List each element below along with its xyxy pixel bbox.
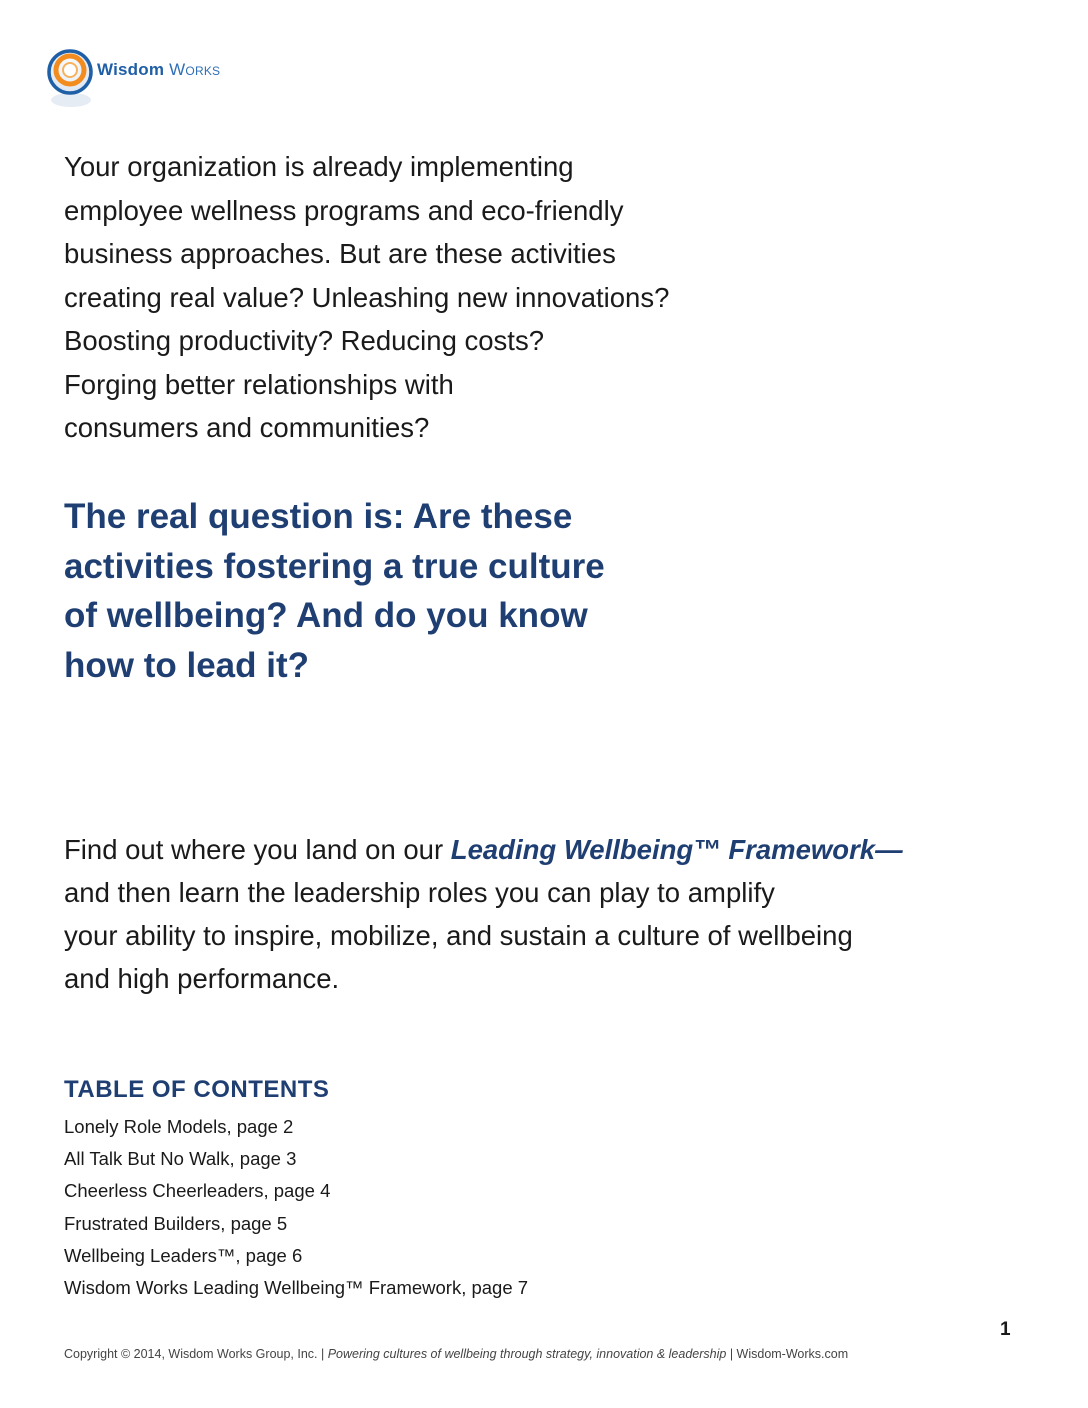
intro-line: creating real value? Unleashing new innovations?: [64, 281, 670, 313]
footer-tagline: Powering cultures of wellbeing through strategy, innovation & leadership: [327, 1347, 727, 1361]
intro-paragraph: [64, 145, 764, 450]
logo-wordmark: Wisdom Works: [97, 60, 221, 79]
footer: [64, 1347, 848, 1361]
toc-item[interactable]: All Talk But No Walk, page 3: [64, 1148, 297, 1170]
intro-line: business approaches. But are these activities: [64, 238, 616, 269]
footer-copyright: Copyright © 2014, Wisdom Works Group, Inc. |: [64, 1347, 328, 1361]
framework-paragraph: [64, 828, 1024, 1000]
key-question-heading: [64, 492, 764, 690]
question-line: The real question is: Are these: [64, 497, 573, 536]
footer-website[interactable]: | Wisdom-Works.com: [726, 1347, 849, 1361]
logo-ring-icon: [44, 40, 96, 120]
toc-item[interactable]: Wellbeing Leaders™, page 6: [64, 1244, 303, 1266]
intro-line: Boosting productivity? Reducing costs?: [64, 325, 544, 356]
intro-line: Forging better relationships with: [64, 368, 454, 400]
question-line: how to lead it?: [64, 645, 309, 685]
toc-item[interactable]: Wisdom Works Leading Wellbeing™ Framework, page 7: [64, 1277, 529, 1299]
toc-item[interactable]: Cheerless Cheerleaders, page 4: [64, 1180, 331, 1202]
framework-line-2: and then learn the leadership roles you can play to amplify: [64, 877, 775, 908]
framework-name: Leading Wellbeing™ Framework—: [450, 834, 903, 865]
framework-line-4: and high performance.: [64, 963, 340, 994]
toc-title: TABLE OF CONTENTS: [64, 1076, 330, 1103]
intro-line: Your organization is already implementing: [64, 151, 574, 182]
toc-item[interactable]: Lonely Role Models, page 2: [64, 1116, 294, 1137]
toc-item[interactable]: Frustrated Builders, page 5: [64, 1212, 288, 1234]
wisdom-works-logo: [44, 40, 264, 120]
page-number: 1: [1000, 1319, 1011, 1340]
framework-intro-text: Find out where you land on our: [64, 834, 451, 865]
framework-line-3: your ability to inspire, mobilize, and sustain a culture of wellbeing: [64, 920, 853, 951]
question-line: of wellbeing? And do you know: [64, 596, 588, 635]
framework-line-1: [64, 828, 1024, 871]
intro-line: employee wellness programs and eco-friendly: [64, 194, 624, 226]
intro-line: consumers and communities?: [64, 412, 430, 443]
question-line: activities fostering a true culture: [64, 546, 605, 586]
table-of-contents: [64, 1111, 528, 1304]
